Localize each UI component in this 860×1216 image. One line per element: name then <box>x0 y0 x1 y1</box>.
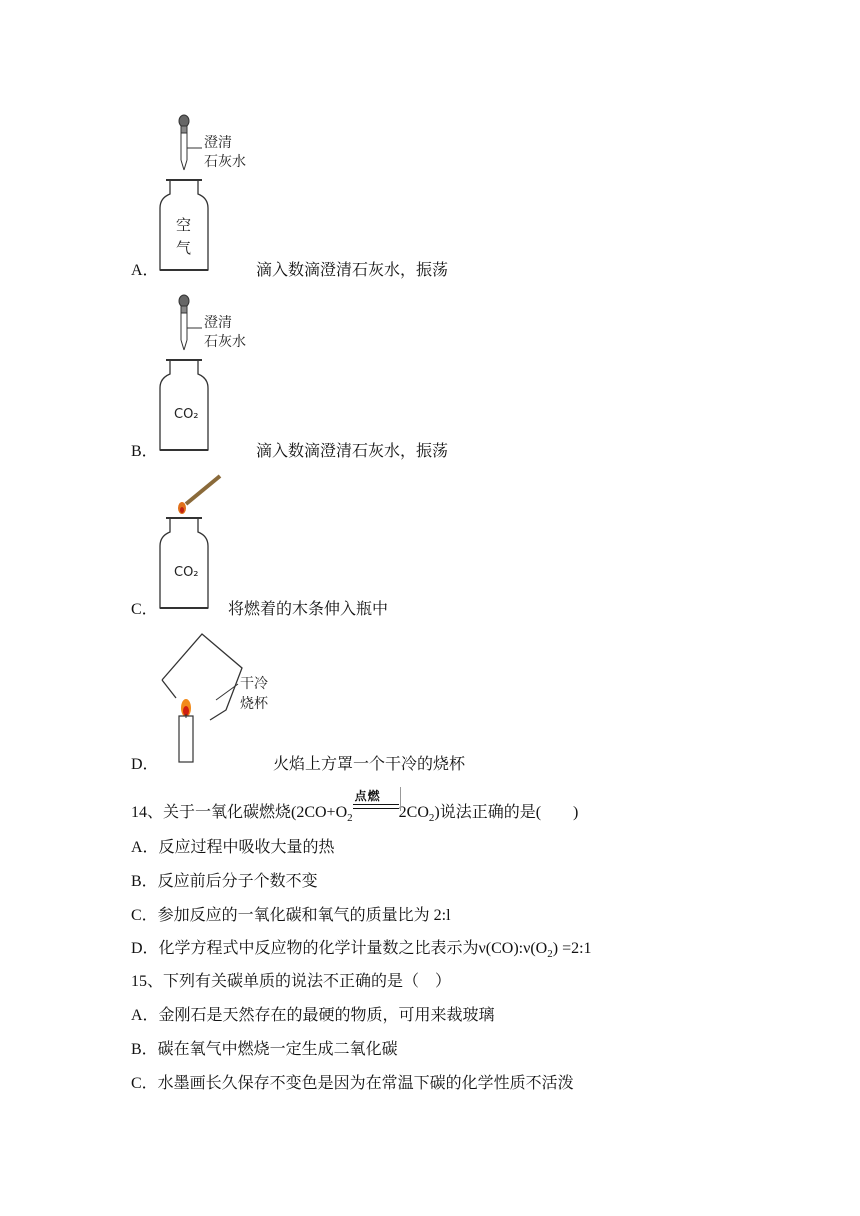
dropper-icon <box>179 115 202 170</box>
option-d-letter: D． <box>131 756 159 773</box>
question-15-option-a: A．金刚石是天然存在的最硬的物质，可用来裁玻璃 <box>131 1007 495 1024</box>
dropper-label-2: 石灰水 <box>204 334 246 350</box>
beaker-label-2: 烧杯 <box>240 696 268 712</box>
option-c-letter: C． <box>131 601 158 618</box>
option-a-text: 滴入数滴澄清石灰水，振荡 <box>256 262 449 279</box>
option-a-letter: A． <box>131 262 159 279</box>
question-15-stem: 15、下列有关碳单质的说法不正确的是（ ） <box>131 973 452 990</box>
question-15-option-c: C．水墨画长久保存不变色是因为在常温下碳的化学性质不活泼 <box>131 1075 574 1092</box>
question-14-option-d: D．化学方程式中反应物的化学计量数之比表示为$\nu(CO):\nu(O_2)$ =2:1 <box>131 940 592 961</box>
option-b-letter: B． <box>131 443 158 460</box>
burning-stick-icon <box>178 476 220 514</box>
question-14-option-b: B．反应前后分子个数不变 <box>131 873 318 890</box>
gas-bottle-icon <box>160 518 208 608</box>
gas-bottle-icon <box>160 360 208 450</box>
bottle-label: CO₂ <box>174 565 199 580</box>
dropper-label-1: 澄清 <box>204 315 232 331</box>
bottle-label: CO₂ <box>174 407 199 422</box>
beaker-icon <box>162 634 242 720</box>
question-14-stem: 14、关于一氧化碳燃烧($2CO+O_2$ 点燃 $2CO_2$)说法正确的是( ) <box>131 789 579 825</box>
figure-d <box>150 628 290 768</box>
bottle-label-2: 气 <box>176 239 192 257</box>
figure-c <box>150 470 270 615</box>
option-b-text: 滴入数滴澄清石灰水，振荡 <box>256 443 449 460</box>
candle-icon <box>179 699 193 762</box>
figure-b <box>150 288 270 453</box>
bottle-label-1: 空 <box>176 216 192 234</box>
reaction-arrow: 点燃 <box>353 801 399 817</box>
dropper-label-1: 澄清 <box>204 135 232 151</box>
question-15-option-b: B．碳在氧气中燃烧一定生成二氧化碳 <box>131 1041 398 1058</box>
question-14-option-a: A．反应过程中吸收大量的热 <box>131 839 335 856</box>
dropper-label-2: 石灰水 <box>204 154 246 170</box>
option-d-text: 火焰上方罩一个干冷的烧杯 <box>273 756 466 773</box>
option-c-text: 将燃着的木条伸入瓶中 <box>228 601 389 618</box>
beaker-label-1: 干冷 <box>240 676 268 692</box>
question-14-option-c: C．参加反应的一氧化碳和氧气的质量比为 2:l <box>131 907 451 924</box>
figure-a <box>150 108 270 273</box>
dropper-icon <box>179 295 202 350</box>
